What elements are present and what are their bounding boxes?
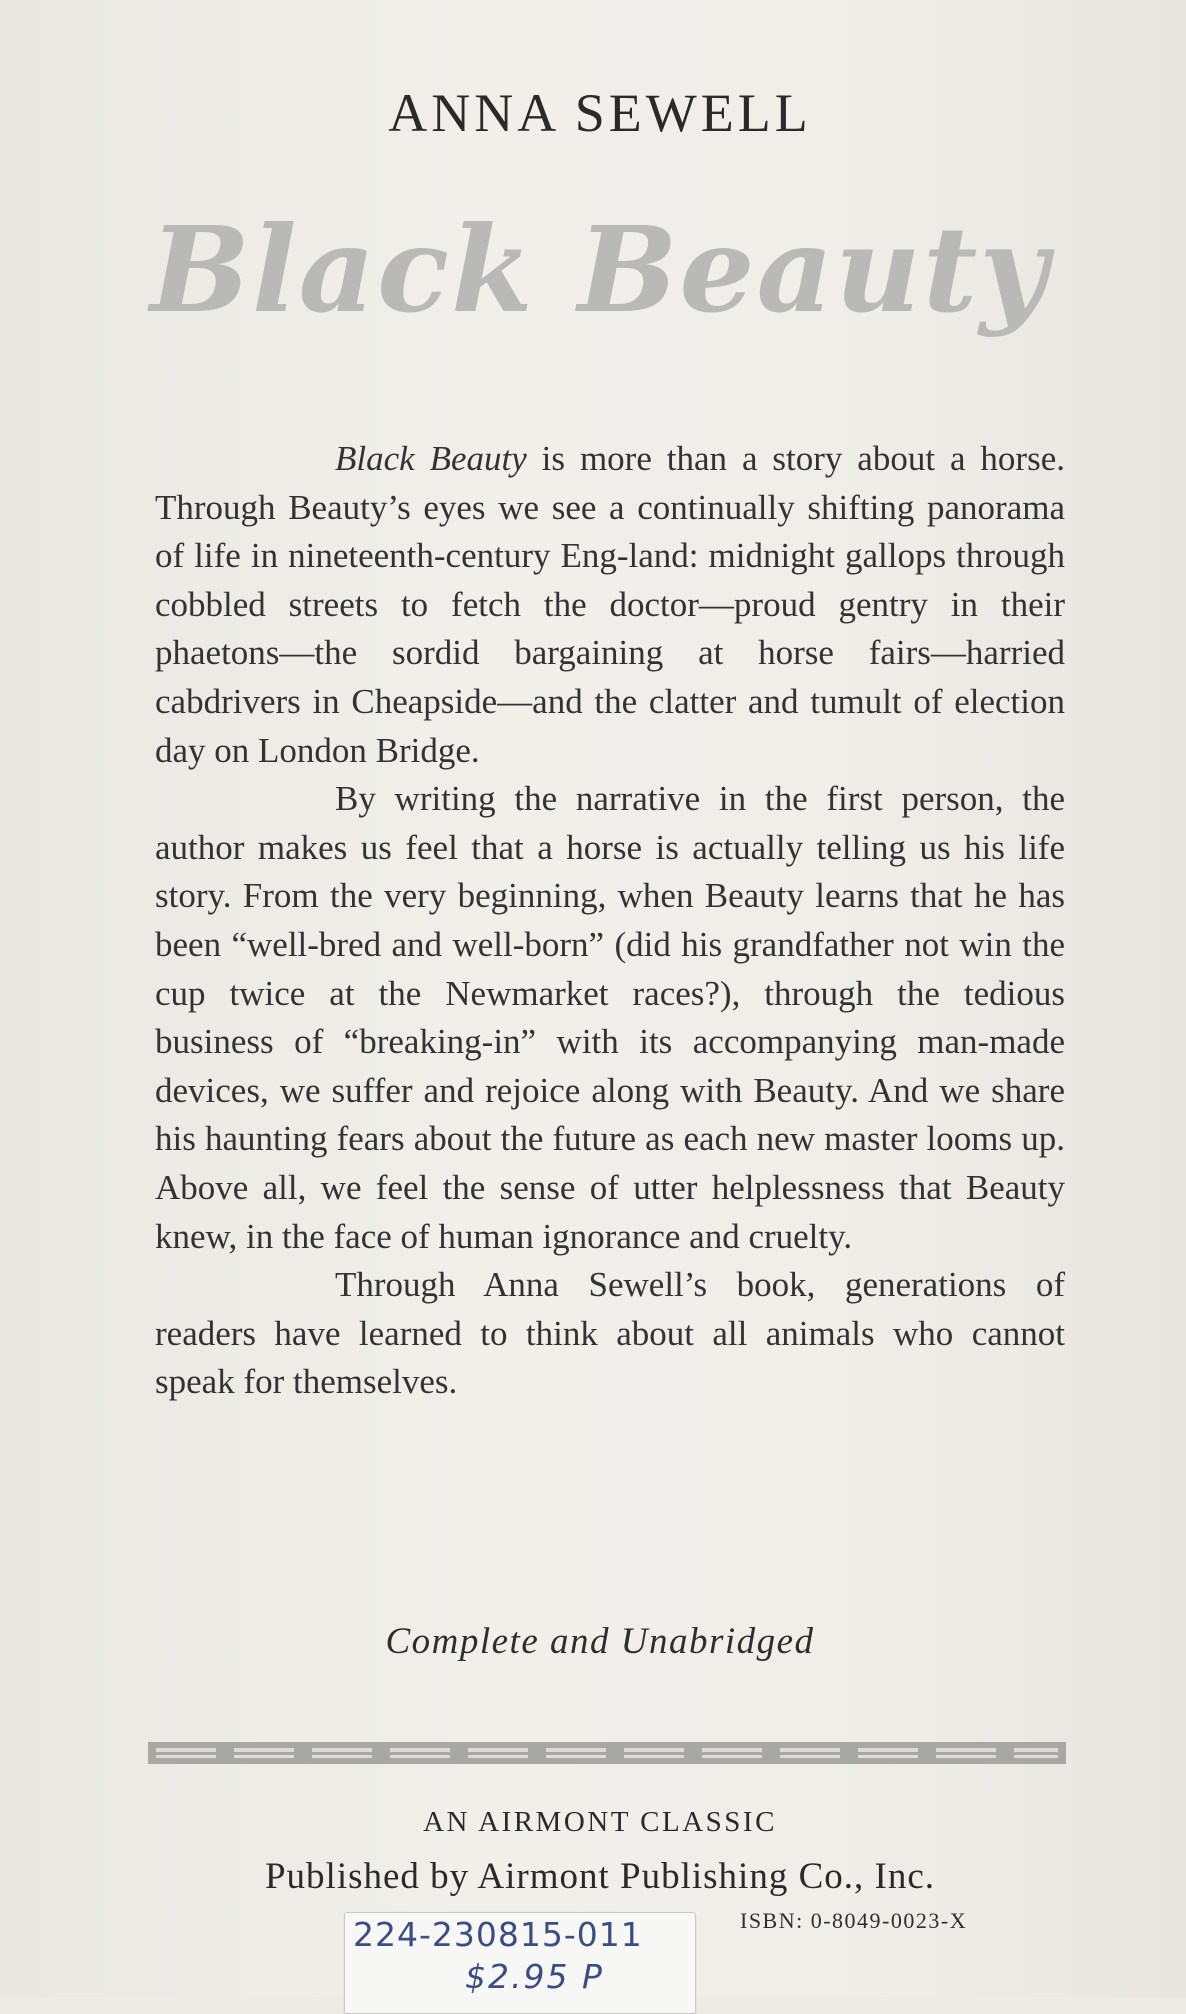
decorative-greek-key-rule xyxy=(148,1742,1066,1764)
blurb-paragraph-3: Through Anna Sewell’s book, generations of readers have learned to think about all animals who cannot speak for themselves. xyxy=(155,1265,1065,1402)
blurb xyxy=(155,435,1065,1407)
book-title: Black Beauty xyxy=(150,200,1050,339)
author-name: ANNA SEWELL xyxy=(388,83,812,143)
sticker-code: 224-230815-011 xyxy=(353,1915,643,1954)
isbn: ISBN: 0-8049-0023-X xyxy=(740,1908,968,1933)
blurb-paragraph-1 xyxy=(155,435,1065,775)
edition-note: Complete and Unabridged xyxy=(385,1621,815,1662)
sticker-price: $2.95 P xyxy=(465,1957,604,1996)
price-sticker xyxy=(344,1912,696,2014)
blurb-paragraph-2: By writing the narrative in the first person, the author makes us feel that a horse is actually telling us his life story. From the very beginning, when Beauty learns that he has been “well-bred and well-born” (did his grandfather not win the cup twice at the Newmarket races?), through the tedious business of “breaking-in” with its accompanying man-made devices, we suffer and rejoice along with Beauty. And we share his haunting fears about the future as each new master looms up. Above all, we feel the sense of utter helplessness that Beauty knew, in the face of human ignorance and cruelty. xyxy=(155,779,1065,1256)
publisher-series: AN AIRMONT CLASSIC xyxy=(423,1806,777,1838)
blurb-title-reference: Black Beauty xyxy=(335,439,527,478)
blurb-paragraph-1-text: is more than a story about a horse. Through Beauty’s eyes we see a continually shifting panorama of life in nineteenth-century Eng-land: midnight gallops through cobbled streets to fetch the doctor—proud gentry in their phaetons—the sordid bargaining at horse fairs—harried cabdrivers in Cheapside—and the clatter and tumult of election day on London Bridge. xyxy=(155,439,1065,770)
publisher-name: Published by Airmont Publishing Co., Inc. xyxy=(264,1856,936,1897)
